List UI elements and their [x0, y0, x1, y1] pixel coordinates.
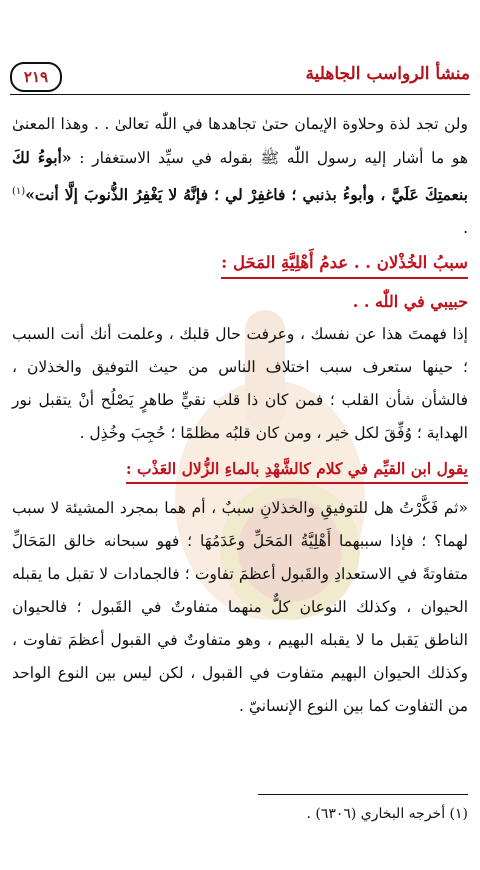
footnote-reference: (١) — [12, 186, 26, 197]
address-subheading: حبيبي في اللّٰه . . — [352, 292, 468, 312]
page-number: ٢١٩ — [10, 62, 62, 92]
page-header — [10, 62, 470, 96]
hadith-end: . — [463, 219, 468, 238]
chapter-title: منشأ الرواسب الجاهلية — [305, 64, 470, 84]
hadith-quote: «أبوءُ لكَ بنعمتِكَ عَلَيَّ ، وأبوءُ بذنبي ؛ فاغفِرْ لي ؛ فإنَّهُ لا يَغْفِرُ الذُّنوبَ إلَّا أنت» — [12, 148, 468, 205]
section-heading-ibn-qayyim: يقول ابن القيِّم في كلام كالشَّهْدِ بالماءِ الزُّلال العَذْب : — [126, 456, 468, 484]
section-heading-cause: سببُ الخُذْلان . . عدمُ أَهْلِيَّةِ المَحَل : — [221, 249, 468, 279]
paragraph-quote: «ثم فَكَّرْتُ هل للتوفيقِ والخذلانِ سببٌ ، أم هما بمجرد المشيئة لا سبب لهما؟ ؛ فإذا سببهما أَهْلِيَّةُ المَحَلِّ وعَدَمُهَا ؛ فهو سبحانه خالق المَحَالِّ متفاوتةً في الاستعدادِ والقَبول أعظمَ تفاوت ؛ فالجمادات لا تقبل ما يقبله الحيوان ، وكذلك النوعان كلٌّ منهما متفاوتٌ في القَبول ؛ فالحيوان الناطق يَقبل ما لا يقبله البهيم ، وهو متفاوتٌ في القبول أعظمَ تفاوت ، وكذلك الحيوان البهيم متفاوت في القبول ، لكن ليس بين النوع الواحد من التفاوت كما بين النوع الإنسانيّ . — [12, 499, 468, 716]
intro-text: ولن تجد لذة وحلاوة الإيمان حتىٰ تجاهدها في اللّٰه تعالىٰ . . وهذا المعنىٰ هو ما أشار إليه رسول اللّٰه ﷺ بقوله في سيِّد الاستغفار : — [12, 115, 468, 167]
footnote-divider — [258, 794, 468, 795]
page-body — [12, 108, 468, 723]
paragraph-intro — [12, 108, 468, 245]
header-divider — [10, 94, 470, 95]
paragraph-heart: إذا فهمتَ هذا عن نفسك ، وعرفت حال قلبك ، وعلمت أنك أنت السبب ؛ حينها ستعرف سبب اختلاف الناس من حيث التوفيق والخذلان ، فالشأن شأن القلب ؛ فمن كان ذا قلب نقيٍّ طاهرٍ يَصْلُح أنْ يتقبل نور الهداية ؛ وُفِّقَ لكل خير ، ومن كان قلبُه مظلمًا ؛ حُجِبَ وخُذِل . — [12, 325, 468, 443]
footnote: (١) أخرجه البخاري (٦٣٠٦) . — [306, 806, 468, 822]
